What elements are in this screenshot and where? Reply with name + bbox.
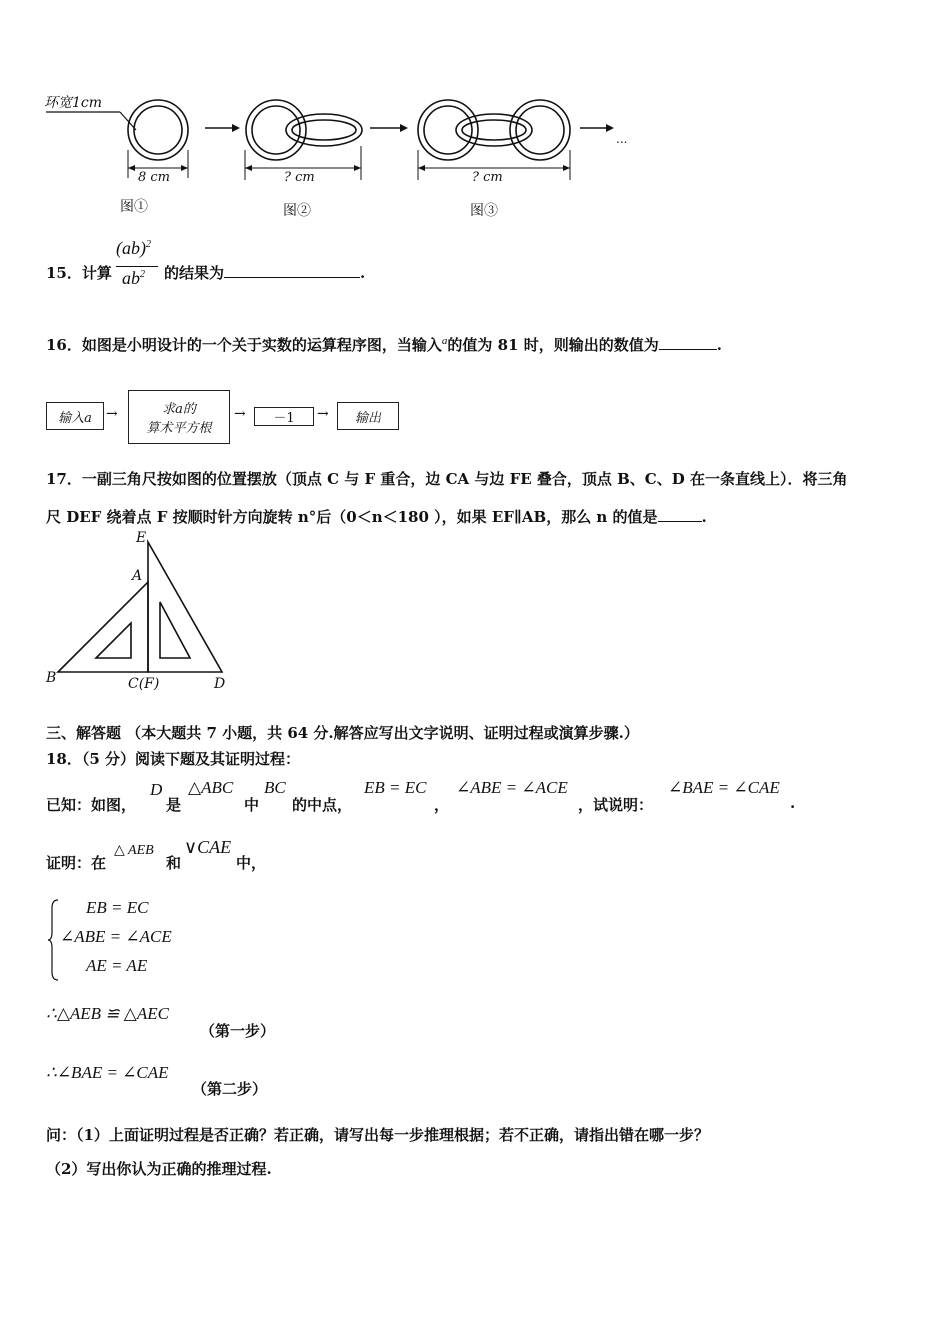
q15-denominator-exp: 2	[140, 269, 145, 280]
fig2-ellipse-outer	[286, 114, 362, 146]
q18-comma1: ，	[434, 796, 450, 814]
fig2-ellipse-inner	[292, 120, 356, 140]
q18-tri-ABC: △ABC	[188, 778, 234, 797]
ring-chain-figure	[40, 88, 640, 228]
q15-numerator	[116, 238, 151, 259]
q18-sys2: ∠ABE = ∠ACE	[60, 927, 172, 946]
q18-sys1: EB = EC	[86, 898, 149, 917]
q15-fraction	[114, 238, 164, 294]
chain-ellipsis: ...	[616, 132, 628, 146]
fig3-dim-arrow-right	[563, 165, 570, 171]
triangle-svg	[40, 530, 240, 700]
fig1-width-label: 8 cm	[138, 170, 171, 185]
q17-line2-text: 尺 DEF 绕着点 F 按顺时针方向旋转 n°后（0＜n＜180 ），如果 EF∥AB，那么 n 的值是	[46, 508, 658, 526]
q18-comma2: ，试说明：	[578, 796, 654, 814]
fig3-ellipse-outer	[456, 114, 532, 146]
fig2-dim-arrow-right	[354, 165, 361, 171]
q15-numerator-base: (ab)	[116, 238, 146, 258]
q18-and: 和	[166, 854, 182, 872]
q17-answer-blank[interactable]	[658, 507, 702, 522]
q16-var: a	[441, 335, 448, 347]
q18-sys3: AE = AE	[86, 956, 148, 975]
triangle-def	[148, 542, 222, 672]
fig1-dim-arrow-right	[181, 165, 188, 171]
flow-sqrt-box	[128, 390, 230, 444]
fig1-caption: 图①	[120, 199, 148, 215]
triangle-figure	[40, 530, 240, 700]
q18-title: 18．（5 分）阅读下题及其证明过程：	[46, 750, 301, 768]
q17-end: .	[701, 508, 707, 526]
q18-D: D	[150, 780, 163, 799]
label-CF: C(F)	[128, 676, 160, 692]
flow-arrow-3: →	[317, 406, 329, 422]
q18-eq2: ∠ABE = ∠ACE	[456, 778, 568, 797]
q15-denominator-base: ab	[122, 268, 140, 288]
q18-ask1: 问：（1）上面证明过程是否正确？若正确，请写出每一步推理根据；若不正确，请指出错在哪一步？	[46, 1126, 709, 1144]
q16-text	[46, 334, 722, 355]
q15-suffix	[164, 262, 365, 283]
q18-tri-AEB: △ AEB	[114, 843, 154, 858]
fig3-ring-left-inner	[424, 106, 472, 154]
fig3-ring-right-outer	[510, 100, 570, 160]
q16-end: .	[716, 336, 722, 354]
label-A: A	[132, 568, 143, 584]
q18-zhong: 中	[244, 796, 260, 814]
label-B: B	[46, 670, 57, 686]
fig2-caption: 图②	[283, 203, 311, 219]
q18-eq3: ∠BAE = ∠CAE	[668, 778, 780, 797]
fig2-dim-arrow-left	[245, 165, 252, 171]
fig3-ring-left-outer	[418, 100, 478, 160]
section3-heading: 三、解答题 （本大题共 7 小题，共 64 分.解答应写出文字说明、证明过程或演算步骤.）	[46, 724, 639, 742]
fig1-dim-arrow-left	[128, 165, 135, 171]
flow-sqrt-line2: 算术平方根	[146, 421, 212, 436]
q18-system-brace	[48, 898, 60, 986]
fig1-ring-outer	[128, 100, 188, 160]
triangle-def-inner	[160, 602, 190, 658]
brace-path	[48, 900, 58, 980]
fig3-caption: 图③	[470, 203, 498, 219]
q18-step1: （第一步）	[200, 1022, 276, 1040]
q16-answer-blank[interactable]	[659, 335, 717, 350]
q18-proof-prefix: 证明：在	[46, 854, 107, 872]
label-E: E	[136, 530, 147, 546]
fig3-width-label: ? cm	[472, 170, 503, 185]
fig3-ring-right-inner	[516, 106, 564, 154]
chain-arrow-3-head	[606, 124, 614, 132]
q18-concl1: ∴△AEB ≌ △AEC	[46, 1004, 169, 1023]
fig1-ring-inner	[134, 106, 182, 154]
q18-BC: BC	[264, 778, 286, 797]
q16-text-a: 16．如图是小明设计的一个关于实数的运算程序图，当输入	[46, 336, 442, 354]
q17-line2	[46, 506, 707, 527]
q15-answer-blank[interactable]	[224, 263, 360, 278]
q16-text-b: 的值为 81 时，则输出的数值为	[447, 336, 659, 354]
fig3-dim-arrow-left	[418, 165, 425, 171]
q15-denominator	[122, 268, 145, 289]
q15-prefix: 15．计算	[46, 264, 112, 282]
flow-arrow-2: →	[234, 406, 246, 422]
ring-width-label: 环宽1cm	[44, 95, 103, 111]
q18-midpoint: 的中点，	[292, 796, 353, 814]
q15-suffix-text: 的结果为	[164, 264, 225, 282]
q17-line1: 17．一副三角尺按如图的位置摆放（顶点 C 与 F 重合，边 CA 与边 FE 叠合，顶点 B、C、D 在一条直线上）．将三角	[46, 470, 848, 488]
fig2-width-label: ? cm	[284, 170, 315, 185]
brace-svg	[48, 898, 60, 982]
flow-arrow-1: →	[106, 406, 118, 422]
q18-step2: （第二步）	[192, 1080, 268, 1098]
fig2-ring-outer	[246, 100, 306, 160]
q15-fraction-bar	[116, 266, 158, 267]
q18-is: 是	[166, 796, 182, 814]
q18-concl2: ∴∠BAE = ∠CAE	[46, 1063, 169, 1082]
q18-ask2: （2）写出你认为正确的推理过程.	[46, 1160, 272, 1178]
flow-input-box: 输入a	[46, 402, 104, 430]
chain-arrow-1-head	[232, 124, 240, 132]
flow-minus-one-box: －1	[254, 407, 314, 426]
label-D: D	[214, 676, 226, 692]
q18-zhong2: 中，	[236, 854, 267, 872]
q15-end: .	[360, 264, 366, 282]
flow-output-box: 输出	[337, 402, 399, 430]
q18-given-prefix: 已知：如图，	[46, 796, 137, 814]
q18-eq1: EB = EC	[364, 778, 427, 797]
q18-tri-CAE: ∨CAE	[184, 837, 232, 857]
q18-period: .	[790, 794, 796, 812]
q15-numerator-exp: 2	[146, 239, 151, 250]
flow-sqrt-line1: 求a的	[162, 402, 196, 417]
chain-arrow-2-head	[400, 124, 408, 132]
